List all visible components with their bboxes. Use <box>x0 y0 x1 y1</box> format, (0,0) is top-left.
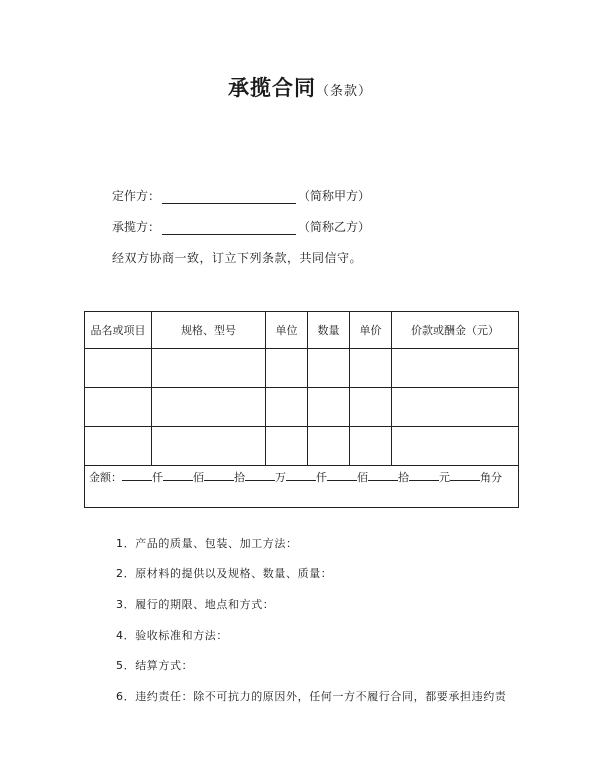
party-line-ordering <box>112 187 370 204</box>
amount-unit: 佰 <box>357 471 368 484</box>
table-cell[interactable] <box>350 388 392 427</box>
party-suffix-contractor: （简称乙方） <box>298 220 371 234</box>
amount-unit: 仟 <box>152 471 163 484</box>
clause-1: 1．产品的质量、包装、加工方法： <box>116 537 298 550</box>
table-cell[interactable] <box>266 349 308 388</box>
header-unit: 单位 <box>266 312 308 349</box>
table-row <box>85 349 519 388</box>
table-cell[interactable] <box>152 388 266 427</box>
table-cell[interactable] <box>350 349 392 388</box>
header-item-name: 品名或项目 <box>85 312 152 349</box>
table-cell[interactable] <box>308 388 350 427</box>
amount-blank[interactable] <box>368 469 398 481</box>
amount-blank[interactable] <box>286 469 316 481</box>
party-label-contractor: 承揽方： <box>112 220 161 234</box>
document-title <box>0 72 600 102</box>
amount-unit: 分 <box>491 471 502 484</box>
table-cell[interactable] <box>266 427 308 466</box>
table-cell[interactable] <box>350 427 392 466</box>
amount-row <box>85 466 519 508</box>
amount-blank[interactable] <box>204 469 234 481</box>
party-label-ordering: 定作方： <box>112 189 161 203</box>
title-sub: （条款） <box>315 84 372 99</box>
clause-4: 4．验收标准和方法： <box>116 629 228 642</box>
amount-blank[interactable] <box>163 469 193 481</box>
header-spec: 规格、型号 <box>152 312 266 349</box>
table-row <box>85 427 519 466</box>
table-cell[interactable] <box>85 349 152 388</box>
amount-unit: 元 <box>439 471 450 484</box>
party-blank-ordering[interactable] <box>162 190 296 204</box>
table-cell[interactable] <box>85 427 152 466</box>
table-cell[interactable] <box>152 349 266 388</box>
amount-label: 金额： <box>89 471 122 484</box>
table-cell[interactable] <box>392 427 519 466</box>
clause-2: 2．原材料的提供以及规格、数量、质量： <box>116 567 333 580</box>
clause-5: 5．结算方式： <box>116 659 194 672</box>
amount-blank[interactable] <box>450 469 480 481</box>
header-quantity: 数量 <box>308 312 350 349</box>
amount-unit: 万 <box>275 471 286 484</box>
amount-blank[interactable] <box>409 469 439 481</box>
amount-blank[interactable] <box>122 469 152 481</box>
table-row <box>85 388 519 427</box>
clause-6: 6．违约责任：除不可抗力的原因外，任何一方不履行合同，都要承担违约责 <box>116 690 507 703</box>
header-price: 价款或酬金（元） <box>392 312 519 349</box>
items-table <box>84 311 519 508</box>
amount-unit: 角 <box>480 471 491 484</box>
party-blank-contractor[interactable] <box>162 221 296 235</box>
intro-text: 经双方协商一致，订立下列条款，共同信守。 <box>112 251 363 265</box>
table-cell[interactable] <box>392 388 519 427</box>
table-cell[interactable] <box>266 388 308 427</box>
amount-cell <box>85 466 519 508</box>
amount-blank[interactable] <box>327 469 357 481</box>
table-cell[interactable] <box>392 349 519 388</box>
title-main: 承揽合同 <box>227 76 316 100</box>
amount-unit: 拾 <box>398 471 409 484</box>
amount-unit: 拾 <box>234 471 245 484</box>
party-suffix-ordering: （简称甲方） <box>298 189 371 203</box>
amount-unit: 仟 <box>316 471 327 484</box>
table-cell[interactable] <box>152 427 266 466</box>
header-unit-price: 单价 <box>350 312 392 349</box>
table-cell[interactable] <box>85 388 152 427</box>
table-cell[interactable] <box>308 349 350 388</box>
table-header-row <box>85 312 519 349</box>
amount-blank[interactable] <box>245 469 275 481</box>
amount-unit: 佰 <box>193 471 204 484</box>
party-line-contractor <box>112 218 370 235</box>
clause-3: 3．履行的期限、地点和方式： <box>116 598 275 611</box>
table-cell[interactable] <box>308 427 350 466</box>
